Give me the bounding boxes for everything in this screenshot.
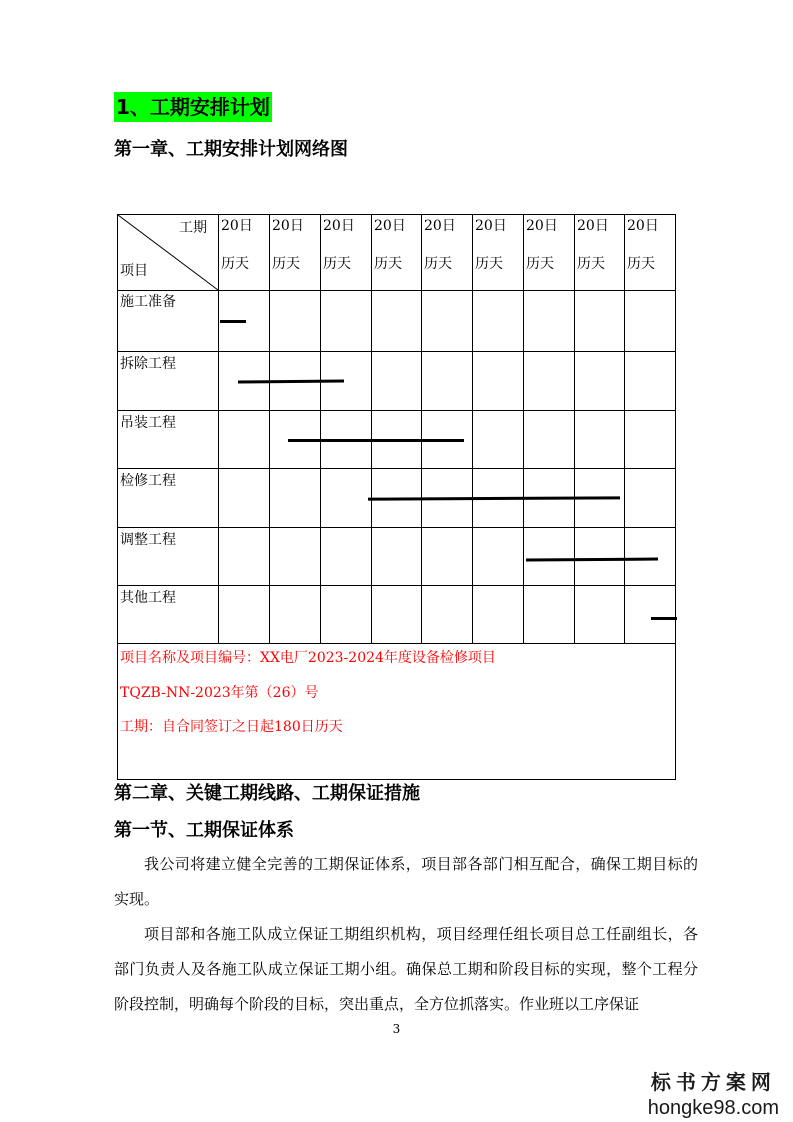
column-header: 20日 历天 [374, 218, 406, 272]
grid-vline [371, 215, 372, 643]
column-header: 20日 历天 [627, 218, 659, 272]
body-paragraph: 项目部和各施工队成立保证工期组织机构，项目经理任组长项目总工任副组长，各部门负责人及各施工队成立保证工期小组。确保总工期和阶段目标的实现，整个工程分阶段控制，明确每个阶段的目标，突出重点，全方位抓落实。作业班以工序保证 [114, 925, 698, 1013]
schedule-bar-demolition [238, 380, 344, 384]
row-label-hoisting: 吊装工程 [120, 415, 176, 431]
chapter-title-1: 第一章、工期安排计划网络图 [114, 139, 348, 160]
grid-vline [523, 215, 524, 643]
row-label-preparation: 施工准备 [120, 294, 176, 310]
column-header: 20日 历天 [323, 218, 355, 272]
column-header: 20日 历天 [577, 218, 609, 272]
project-name-line: 项目名称及项目编号：XX电厂2023-2024年度设备检修项目 [120, 650, 496, 666]
schedule-bar-adjustment [526, 558, 658, 562]
header-item-label: 项目 [120, 263, 148, 279]
watermark-cn-text: 标书方案网 [650, 1070, 776, 1094]
grid-vline [472, 215, 473, 643]
grid-hline [118, 351, 675, 352]
row-label-demolition: 拆除工程 [120, 356, 176, 372]
chapter-title-2: 第二章、关键工期线路、工期保证措施 [114, 783, 420, 804]
column-header: 20日 历天 [526, 218, 558, 272]
project-duration-line: 工期：自合同签订之日起180日历天 [120, 719, 343, 735]
column-header: 20日 历天 [475, 218, 507, 272]
column-header: 20日 历天 [221, 218, 253, 272]
column-header: 20日 历天 [424, 218, 456, 272]
section-title-1: 第一节、工期保证体系 [114, 820, 294, 841]
schedule-bar-overhaul [368, 496, 620, 500]
grid-vline [320, 215, 321, 643]
gantt-chart-table [117, 214, 676, 780]
grid-vline [421, 215, 422, 643]
grid-vline [269, 215, 270, 643]
watermark-logo [648, 1066, 779, 1120]
grid-hline [118, 643, 675, 644]
grid-vline [624, 215, 625, 643]
grid-hline [118, 585, 675, 586]
grid-hline [118, 410, 675, 411]
project-number-line: TQZB-NN-2023年第（26）号 [120, 685, 319, 701]
schedule-bar-preparation [220, 320, 246, 323]
body-paragraph: 我公司将建立健全完善的工期保证体系，项目部各部门相互配合，确保工期目标的实现。 [114, 855, 698, 908]
row-label-overhaul: 检修工程 [120, 473, 176, 489]
grid-hline [118, 527, 675, 528]
section-heading: 1、工期安排计划 [114, 92, 272, 122]
column-header: 20日 历天 [272, 218, 304, 272]
schedule-bar-other [651, 617, 677, 620]
page-number: 3 [392, 1022, 401, 1036]
watermark-url-text: hongke98.com [647, 1097, 779, 1119]
header-period-label: 工期 [179, 220, 207, 236]
grid-hline [118, 468, 675, 469]
schedule-bar-hoisting [288, 439, 464, 442]
grid-vline [574, 215, 575, 643]
row-label-adjustment: 调整工程 [120, 532, 176, 548]
row-label-other: 其他工程 [120, 590, 176, 606]
